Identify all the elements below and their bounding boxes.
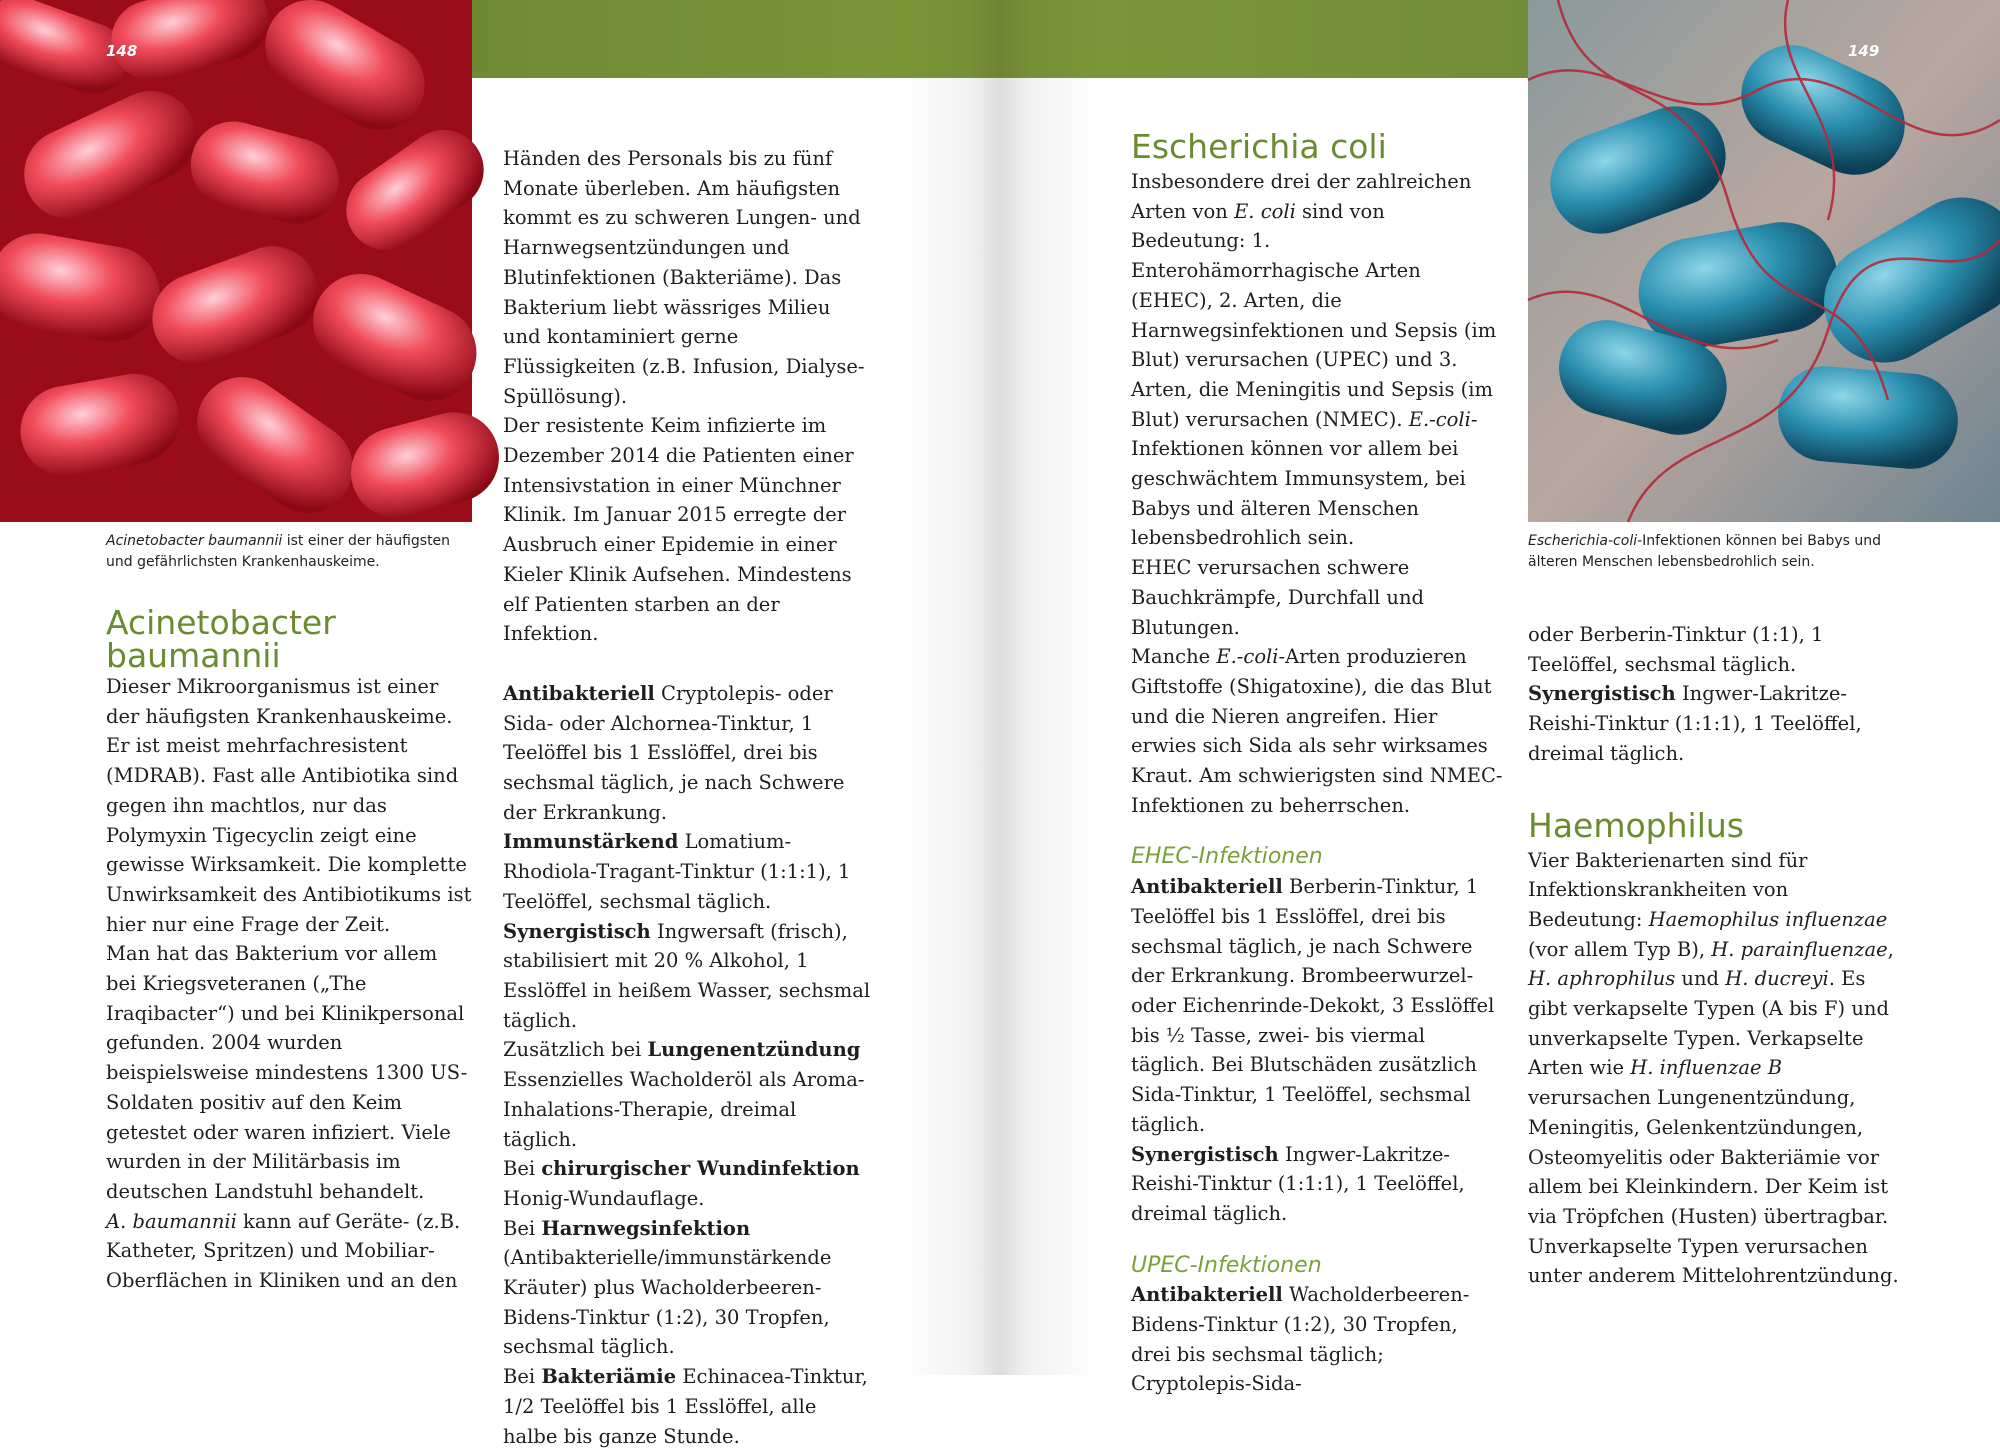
subheading-upec: UPEC-Infektionen (1131, 1252, 1322, 1278)
therapy-entry (503, 679, 873, 828)
therapy-text: Ingwer-Lakritze-Reishi-Tinktur (1:1:1), 1 Teelöffel, dreimal täglich. (1528, 682, 1862, 765)
species-name: H. aphrophilus (1528, 967, 1676, 991)
therapy-label: Synergistisch (1131, 1142, 1279, 1166)
therapy-label: Antibakteriell (1131, 1283, 1283, 1307)
paragraph-text: kann auf Geräte- (z.B. Katheter, Spritzen) und Mobiliar-Oberflächen in Kliniken und an den (106, 1209, 461, 1293)
book-gutter-shadow (900, 0, 1100, 1375)
paragraph-text: Insbesondere drei der zahlreichen Arten von (1131, 170, 1472, 223)
therapy-text: Wacholderbeeren-Bidens-Tinktur (1:2), 30 Tropfen, drei bis sechsmal täglich; Cryptolepis-Sida- (1131, 1283, 1470, 1396)
therapy-text: Cryptolepis- oder Sida- oder Alchornea-Tinktur, 1 Teelöffel bis 1 Esslöffel, drei bis sechsmal täglich, je nach Schwere der Erkrankung. (503, 681, 845, 824)
therapy-text: Essenzielles Wacholderöl als Aroma-Inhalations-Therapie, dreimal täglich. (503, 1068, 865, 1151)
paragraph-text: (vor allem Typ B), (1528, 937, 1712, 961)
therapy-entry (503, 1035, 873, 1154)
column-4 (1528, 620, 1900, 1291)
therapy-entry (1131, 1280, 1503, 1399)
species-name: E.-coli (1408, 407, 1471, 431)
heading-haemophilus: Haemophilus (1528, 805, 1744, 845)
therapy-label: Antibakteriell (1131, 875, 1283, 899)
paragraph-text: -Arten produzieren Giftstoffe (Shigatoxine), die das Blut und die Nieren angreifen. Hier erwies sich Sida als sehr wirksames Kraut. Am schwierigsten sind NMEC-Infektionen zu beherrschen. (1131, 645, 1503, 817)
therapy-label: Immunstärkend (503, 830, 679, 854)
therapy-entry (503, 827, 873, 916)
paragraph: Der resistente Keim infizierte im Dezember 2014 die Patienten einer Intensivstation in einer Münchner Klinik. Im Januar 2015 erregte der Ausbruch einer Epidemie in einer Kieler Klinik Aufsehen. Mindestens elf Patienten starben an der Infektion. (503, 414, 854, 646)
therapy-label: Synergistisch (1528, 682, 1676, 706)
subheading-ehec: EHEC-Infektionen (1131, 844, 1323, 870)
paragraph: Unverkapselte Typen verursachen unter anderem Mittelohrentzündung. (1528, 1234, 1899, 1288)
paragraph: oder Berberin-Tinktur (1:1), 1 Teelöffel, sechsmal täglich. (1528, 623, 1824, 676)
therapy-prefix: Bei (503, 1157, 542, 1181)
therapy-prefix: Bei (503, 1365, 542, 1389)
therapy-prefix: Zusätzlich bei (503, 1038, 648, 1062)
page-number-left: 148 (106, 42, 138, 60)
paragraph-text: -Infektionen können vor allem bei geschwächtem Immunsystem, bei Babys und älteren Menschen lebensbedrohlich sein. (1131, 407, 1478, 550)
therapy-text: Ingwer-Lakritze-Reishi-Tinktur (1:1:1), 1 Teelöffel, dreimal täglich. (1131, 1142, 1465, 1225)
column-2 (503, 144, 873, 1451)
photo-acinetobacter (0, 0, 472, 522)
caption-right-italic: Escherichia-coli (1528, 533, 1638, 549)
caption-right (1528, 531, 1898, 573)
paragraph-text: Manche (1131, 645, 1217, 669)
paragraph-text: , (1887, 937, 1894, 961)
header-green-bar (472, 0, 1528, 78)
paragraph-text: und (1675, 967, 1726, 991)
therapy-entry (1131, 1140, 1503, 1229)
species-name: H. ducreyi (1725, 967, 1829, 991)
paragraph: Man hat das Bakterium vor allem bei Kriegsveteranen („The Iraqibacter“) und bei Klinikpersonal gefunden. 2004 wurden beispielsweise mindestens 1300 US-Soldaten positiv auf den Keim getestet oder waren infiziert. Viele wurden in der Militärbasis im deutschen Landstuhl behandelt. (106, 942, 468, 1203)
therapy-text: Honig-Wundauflage. (503, 1186, 705, 1210)
photo-escherichia-coli (1528, 0, 2000, 522)
caption-left-text: ist einer der häufigsten und gefährlichsten Krankenhauskeime. (106, 533, 451, 570)
species-name: E. coli (1234, 199, 1296, 223)
therapy-label: Antibakteriell (503, 681, 655, 705)
heading-acinetobacter-line1: Acinetobacter (106, 603, 336, 642)
therapy-text: Echinacea-Tinktur, 1/2 Teelöffel bis 1 Esslöffel, alle halbe bis ganze Stunde. (503, 1365, 868, 1448)
therapy-text: Ingwersaft (frisch), stabilisiert mit 20 % Alkohol, 1 Esslöffel in heißem Wasser, sechsmal täglich. (503, 919, 871, 1032)
therapy-entry (503, 1362, 873, 1451)
paragraph-text: Vier Bakterienarten sind für Infektionskrankheiten von Bedeutung: (1528, 848, 1808, 931)
therapy-entry (503, 917, 873, 1036)
caption-left-italic: Acinetobacter baumannii (106, 533, 283, 549)
paragraph: EHEC verursachen schwere Bauchkrämpfe, Durchfall und Blutungen. (1131, 556, 1424, 639)
species-name: H. parainfluenzae (1711, 937, 1888, 961)
page-number-right: 149 (1848, 42, 1880, 60)
paragraph: Dieser Mikroorganismus ist einer der häufigsten Krankenhauskeime. Er ist meist mehrfachresistent (MDRAB). Fast alle Antibiotika sind gegen ihn machtlos, nur das Polymyxin Tigecyclin zeigt eine gewisse Wirksamkeit. Die komplette Unwirksamkeit des Antibiotikums ist hier nur eine Frage der Zeit. (106, 675, 472, 936)
paragraph (1131, 642, 1503, 820)
therapy-label: Lungenentzündung (647, 1038, 861, 1062)
heading-escherichia-coli: Escherichia coli (1131, 127, 1387, 166)
therapy-entry (503, 1154, 873, 1213)
species-name: H. influenzae B (1630, 1056, 1783, 1080)
caption-left (106, 531, 466, 573)
caption-right-text: -Infektionen können bei Babys und älteren Menschen lebensbedrohlich sein. (1528, 533, 1881, 570)
species-name: A. baumannii (106, 1209, 237, 1233)
paragraph-text: . Es gibt verkapselte Typen (A bis F) und unverkapselte Typen. Verkapselte Arten wie (1528, 967, 1889, 1080)
paragraph-text: verursachen Lungenentzündung, Meningitis, Gelenkentzündungen, Osteomyelitis oder Bakteriämie vor allem bei Kleinkindern. Der Keim ist via Tröpfchen (Husten) übertragbar. (1528, 1086, 1889, 1228)
paragraph: Händen des Personals bis zu fünf Monate überleben. Am häufigsten kommt es zu schweren Lungen- und Harnwegsentzündungen und Blutinfektionen (Bakteriäme). Das Bakterium liebt wässriges Milieu und kontaminiert gerne Flüssigkeiten (z.B. Infusion, Dialyse-Spüllösung). (503, 147, 865, 408)
paragraph (106, 1207, 472, 1296)
therapy-prefix: Bei (503, 1216, 542, 1240)
therapy-entry (503, 1214, 873, 1363)
therapy-label: Synergistisch (503, 919, 651, 943)
therapy-label: Bakteriämie (541, 1365, 677, 1389)
paragraph (1528, 846, 1900, 1232)
paragraph (1131, 167, 1503, 553)
species-name: E.-coli (1216, 645, 1279, 669)
therapy-entry (1131, 872, 1503, 1139)
therapy-label: Harnwegsinfektion (541, 1216, 751, 1240)
heading-acinetobacter (106, 603, 472, 675)
therapy-text: Lomatium-Rhodiola-Tragant-Tinktur (1:1:1), 1 Teelöffel, sechsmal täglich. (503, 830, 851, 913)
paragraph-text: sind von Bedeutung: 1. Enterohämorrhagische Arten (EHEC), 2. Arten, die Harnwegsinfektionen und Sepsis (im Blut) verursachen (UPEC) und 3. Arten, die Meningitis und Sepsis (im Blut) verursachen (NMEC). (1131, 199, 1497, 431)
therapy-entry (1528, 679, 1900, 768)
species-name: Haemophilus influenzae (1648, 907, 1888, 931)
therapy-label: chirurgischer Wundinfektion (541, 1157, 860, 1181)
therapy-text: Berberin-Tinktur, 1 Teelöffel bis 1 Esslöffel, drei bis sechsmal täglich, je nach Schwere der Erkrankung. Brombeerwurzel- oder Eichenrinde-Dekokt, 3 Esslöffel bis ½ Tasse, zwei- bis viermal täglich. Bei Blutschäden zusätzlich Sida-Tinktur, 1 Teelöffel, sechsmal täglich. (1131, 875, 1495, 1136)
therapy-text: (Antibakterielle/immunstärkende Kräuter) plus Wacholderbeeren-Bidens-Tinktur (1:2), 30 Tropfen, sechsmal täglich. (503, 1246, 832, 1359)
heading-acinetobacter-line2: baumannii (106, 636, 281, 675)
column-3 (1131, 127, 1503, 1399)
column-1 (106, 603, 472, 1296)
